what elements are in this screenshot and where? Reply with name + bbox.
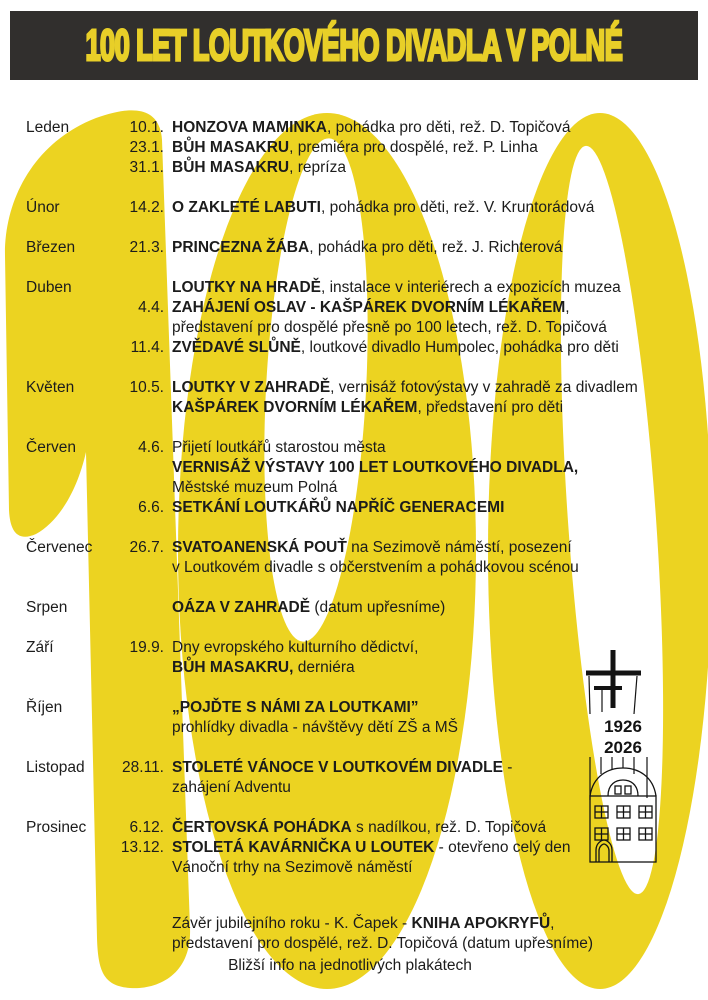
event-line <box>26 778 700 798</box>
event-detail: - <box>502 759 513 776</box>
event-date <box>110 658 164 678</box>
event-description <box>172 158 700 178</box>
event-description <box>172 758 700 778</box>
event-date <box>110 478 164 498</box>
event-name: LOUTKY V ZAHRADĚ <box>172 379 331 396</box>
event-detail: Přijetí loutkářů starostou města <box>172 439 386 456</box>
event-line <box>26 118 700 138</box>
event-detail: na Sezimově náměstí, posezení <box>346 539 572 556</box>
month-block <box>26 118 700 178</box>
month-label: Listopad <box>26 759 85 776</box>
event-line <box>26 438 700 458</box>
event-date <box>110 718 164 738</box>
event-description <box>172 718 700 738</box>
event-description <box>172 118 700 138</box>
event-detail: - otevřeno celý den <box>434 839 571 856</box>
header-band <box>10 11 698 80</box>
event-description <box>172 838 700 858</box>
event-date: 14.2. <box>129 199 164 216</box>
event-description <box>172 934 700 954</box>
month-label: Červenec <box>26 539 93 556</box>
event-name: STOLETÁ KAVÁRNIČKA U LOUTEK <box>172 839 435 856</box>
event-name: BŮH MASAKRU <box>172 159 290 176</box>
event-detail: prohlídky divadla - návštěvy dětí ZŠ a MŠ <box>172 719 459 736</box>
month-label: Srpen <box>26 599 68 616</box>
month-label: Leden <box>26 119 70 136</box>
event-line <box>26 378 700 398</box>
event-name: SVATOANENSKÁ POUŤ <box>172 539 347 556</box>
event-line <box>26 818 700 838</box>
event-description <box>172 318 700 338</box>
event-date: 31.1. <box>129 159 164 176</box>
event-description <box>172 338 700 358</box>
event-description <box>172 818 700 838</box>
month-label <box>26 498 102 518</box>
event-name: LOUTKY NA HRADĚ <box>172 279 321 296</box>
event-line <box>26 298 700 318</box>
month-label: Říjen <box>26 699 63 716</box>
event-name: KNIHA APOKRYFŮ <box>411 915 551 932</box>
month-block <box>26 198 700 218</box>
event-description <box>172 398 700 418</box>
event-description <box>172 298 700 318</box>
event-date: 28.11. <box>122 759 164 776</box>
month-label <box>26 318 102 338</box>
event-date: 6.6. <box>138 499 164 516</box>
event-line <box>26 914 700 934</box>
event-description <box>172 698 700 718</box>
event-description <box>172 438 700 458</box>
event-name: „POJĎTE S NÁMI ZA LOUTKAMI” <box>172 699 419 716</box>
event-date: 23.1. <box>129 139 164 156</box>
event-line <box>26 478 700 498</box>
month-block <box>26 538 700 578</box>
month-block <box>26 438 700 518</box>
logo-year-2026: 2026 <box>604 738 642 757</box>
event-detail: v Loutkovém divadle s občerstvením a pohádkovou scénou <box>172 559 579 576</box>
event-description <box>172 498 700 518</box>
event-date <box>110 318 164 338</box>
event-detail: představení pro dospělé přesně po 100 letech, rež. D. Topičová <box>172 319 607 336</box>
event-line <box>26 934 700 954</box>
event-line <box>26 718 700 738</box>
event-line <box>26 498 700 518</box>
event-date <box>110 914 164 934</box>
event-line <box>26 238 700 258</box>
event-date <box>110 398 164 418</box>
month-block <box>26 914 700 954</box>
event-detail: Závěr jubilejního roku - K. Čapek - <box>172 915 412 932</box>
event-line <box>26 338 700 358</box>
event-detail: představení pro dospělé, rež. D. Topičová (datum upřesníme) <box>172 935 594 952</box>
event-description <box>172 658 700 678</box>
event-detail: s nadílkou, rež. D. Topičová <box>351 819 547 836</box>
month-block <box>26 238 700 258</box>
event-line <box>26 758 700 778</box>
month-label <box>26 398 102 418</box>
event-description <box>172 598 700 618</box>
month-label <box>26 778 102 798</box>
event-name: KAŠPÁREK DVORNÍM LÉKAŘEM <box>172 399 418 416</box>
event-name: ČERTOVSKÁ POHÁDKA <box>172 819 352 836</box>
event-line <box>26 838 700 858</box>
event-description <box>172 458 700 478</box>
event-description <box>172 914 700 934</box>
event-detail: , loutkové divadlo Humpolec, pohádka pro děti <box>300 339 619 356</box>
event-name: SETKÁNÍ LOUTKÁŘŮ NAPŘÍČ GENERACEMI <box>172 499 505 516</box>
footer-note: Bližší info na jednotlivých plakátech <box>228 957 472 974</box>
event-date: 4.6. <box>138 439 164 456</box>
event-detail: , představení pro děti <box>417 399 564 416</box>
month-label <box>26 558 102 578</box>
event-date <box>110 934 164 954</box>
event-detail: derniéra <box>293 659 355 676</box>
poster-title: 100 LET LOUTKOVÉHO DIVADLA V POLNÉ <box>85 20 623 70</box>
event-date: 10.5. <box>129 379 164 396</box>
event-detail: , <box>550 915 555 932</box>
month-label <box>26 458 102 478</box>
month-label <box>26 718 102 738</box>
event-name: BŮH MASAKRU, <box>172 659 294 676</box>
event-date <box>110 858 164 878</box>
month-block <box>26 598 700 618</box>
event-description <box>172 638 700 658</box>
event-date: 13.12. <box>120 839 164 856</box>
event-date <box>110 458 164 478</box>
event-date: 10.1. <box>129 119 164 136</box>
event-detail: , repríza <box>289 159 346 176</box>
month-label <box>26 934 102 954</box>
month-label: Květen <box>26 379 75 396</box>
event-description <box>172 858 700 878</box>
event-description <box>172 778 700 798</box>
month-label: Duben <box>26 279 72 296</box>
event-detail: , premiéra pro dospělé, rež. P. Linha <box>289 139 538 156</box>
month-label <box>26 838 102 858</box>
event-name: PRINCEZNA ŽÁBA <box>172 239 310 256</box>
event-detail: zahájení Adventu <box>172 779 291 796</box>
month-label: Únor <box>26 199 60 216</box>
event-line <box>26 398 700 418</box>
event-description <box>172 278 700 298</box>
event-detail: , instalace v interiérech a expozicích muzea <box>320 279 621 296</box>
event-name: ZAHÁJENÍ OSLAV - KAŠPÁREK DVORNÍM LÉKAŘEM <box>172 299 566 316</box>
month-label: Březen <box>26 239 76 256</box>
event-description <box>172 478 700 498</box>
month-block <box>26 278 700 358</box>
event-date: 21.3. <box>129 239 164 256</box>
event-name: OÁZA V ZAHRADĚ <box>172 599 311 616</box>
event-date: 19.9. <box>129 639 164 656</box>
month-label <box>26 158 102 178</box>
month-block <box>26 638 700 678</box>
month-label <box>26 914 102 934</box>
month-block <box>26 758 700 798</box>
event-detail: Městské muzeum Polná <box>172 479 338 496</box>
event-name: BŮH MASAKRU <box>172 139 290 156</box>
month-block <box>26 378 700 418</box>
event-date: 26.7. <box>129 539 164 556</box>
event-detail: , pohádka pro děti, rež. D. Topičová <box>327 119 571 136</box>
event-line <box>26 198 700 218</box>
month-label <box>26 858 102 878</box>
schedule-list <box>26 118 700 954</box>
month-label <box>26 478 102 498</box>
event-date: 11.4. <box>130 339 164 356</box>
event-line <box>26 278 700 298</box>
month-label <box>26 298 102 318</box>
month-label: Září <box>26 639 54 656</box>
month-label: Červen <box>26 439 76 456</box>
event-line <box>26 158 700 178</box>
event-detail: , pohádka pro děti, rež. V. Kruntorádová <box>320 199 595 216</box>
event-description <box>172 538 700 558</box>
event-name: STOLETÉ VÁNOCE V LOUTKOVÉM DIVADLE <box>172 759 503 776</box>
month-label <box>26 138 102 158</box>
event-description <box>172 378 700 398</box>
event-line <box>26 318 700 338</box>
event-date: 4.4. <box>138 299 164 316</box>
event-date <box>110 698 164 718</box>
month-block <box>26 818 700 878</box>
event-detail: (datum upřesníme) <box>310 599 446 616</box>
event-name: HONZOVA MAMINKA <box>172 119 327 136</box>
event-date <box>110 278 164 298</box>
event-detail: , <box>565 299 570 316</box>
event-line <box>26 658 700 678</box>
event-name: O ZAKLETÉ LABUTI <box>172 199 321 216</box>
event-date <box>110 598 164 618</box>
event-line <box>26 638 700 658</box>
event-description <box>172 138 700 158</box>
event-line <box>26 458 700 478</box>
event-line <box>26 858 700 878</box>
month-label: Prosinec <box>26 819 87 836</box>
event-detail: Dny evropského kulturního dědictví, <box>172 639 419 656</box>
event-date <box>110 558 164 578</box>
event-line <box>26 538 700 558</box>
event-description <box>172 198 700 218</box>
event-detail: , pohádka pro děti, rež. J. Richterová <box>309 239 563 256</box>
event-line <box>26 598 700 618</box>
month-block <box>26 698 700 738</box>
logo-year-1926: 1926 <box>604 717 642 736</box>
month-label <box>26 338 102 358</box>
event-line <box>26 138 700 158</box>
event-detail: Vánoční trhy na Sezimově náměstí <box>172 859 413 876</box>
month-label <box>26 658 102 678</box>
event-line <box>26 558 700 578</box>
event-description <box>172 558 700 578</box>
event-line <box>26 698 700 718</box>
event-description <box>172 238 700 258</box>
event-name: ZVĚDAVÉ SLŮNĚ <box>172 339 301 356</box>
event-date <box>110 778 164 798</box>
event-date: 6.12. <box>129 819 164 836</box>
event-detail: , vernisáž fotovýstavy v zahradě za divadlem <box>330 379 638 396</box>
event-name: VERNISÁŽ VÝSTAVY 100 LET LOUTKOVÉHO DIVADLA, <box>172 459 579 476</box>
